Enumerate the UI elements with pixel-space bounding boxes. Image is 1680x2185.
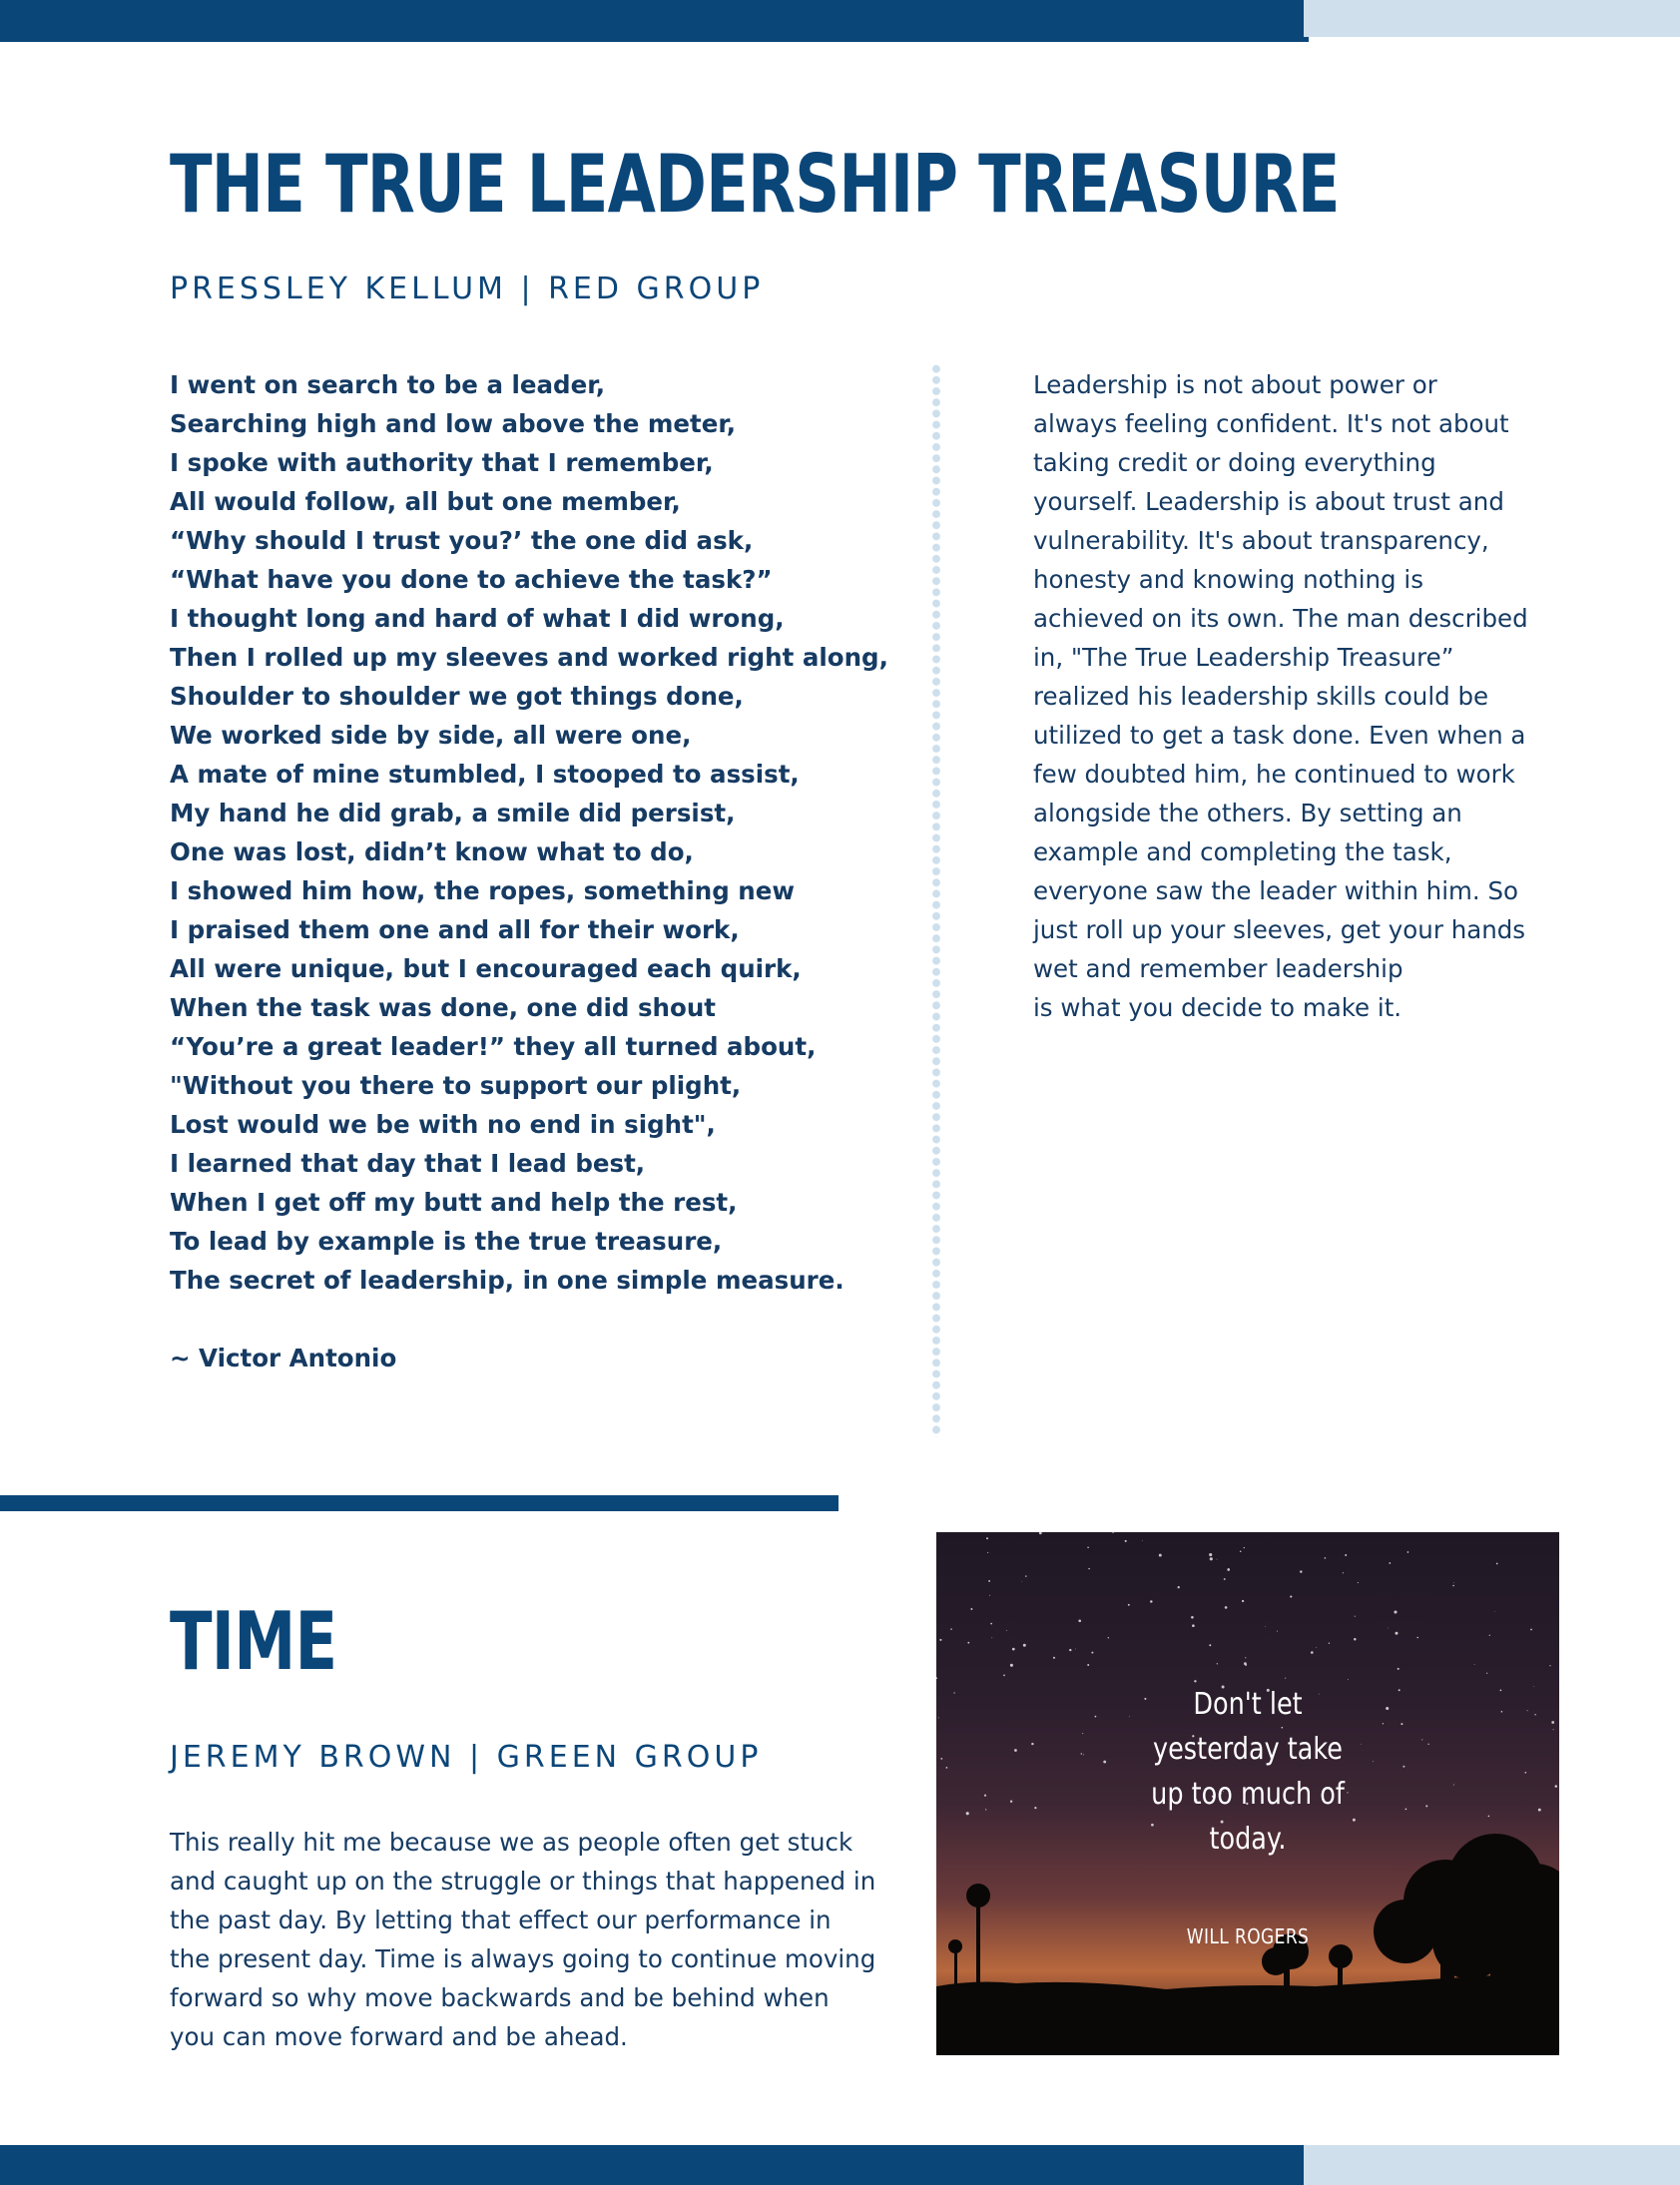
reflection-line: taking credit or doing everything xyxy=(1033,448,1436,477)
poem-line: When I get off my butt and help the rest, xyxy=(170,1188,738,1217)
star xyxy=(1453,1582,1454,1583)
dotted-column-divider xyxy=(932,363,940,1437)
poem-line: The secret of leadership, in one simple measure. xyxy=(170,1266,844,1295)
section-divider-bar xyxy=(0,1495,839,1511)
star xyxy=(1343,1572,1344,1573)
star xyxy=(986,1537,988,1539)
star xyxy=(1354,1638,1357,1641)
star xyxy=(1496,1563,1498,1565)
star xyxy=(1325,1557,1327,1559)
star xyxy=(1003,1675,1005,1677)
star xyxy=(1494,1611,1495,1612)
star xyxy=(1311,1651,1314,1654)
section-byline: JEREMY BROWN | GREEN GROUP xyxy=(170,1740,763,1775)
paragraph-line: forward so why move backwards and be behind when xyxy=(170,1983,830,2012)
top-accent-bar-light xyxy=(1304,0,1680,37)
star xyxy=(1407,1551,1409,1553)
reflection-text xyxy=(1033,365,1532,1027)
star xyxy=(1290,1596,1292,1598)
star xyxy=(1125,1540,1127,1542)
star xyxy=(1530,1629,1532,1631)
poem xyxy=(170,365,888,1300)
star xyxy=(1486,1673,1487,1674)
star xyxy=(1538,1809,1541,1812)
star xyxy=(946,1767,948,1769)
poem-line: I spoke with authority that I remember, xyxy=(170,448,714,477)
poem-line: I showed him how, the ropes, something new xyxy=(170,876,795,905)
star xyxy=(1549,1665,1550,1666)
star xyxy=(1388,1628,1389,1629)
reflection-line: yourself. Leadership is about trust and xyxy=(1033,487,1504,516)
star xyxy=(1555,1785,1558,1788)
star xyxy=(1112,1532,1114,1533)
quote-line: yesterday take xyxy=(1153,1732,1343,1767)
poem-attribution: ~ Victor Antonio xyxy=(170,1344,397,1372)
bottom-accent-bar-light xyxy=(1304,2145,1680,2185)
star xyxy=(1398,1668,1400,1670)
poem-line: I went on search to be a leader, xyxy=(170,370,605,399)
star xyxy=(1224,1578,1226,1580)
poem-line: When the task was done, one did shout xyxy=(170,993,716,1022)
quote-line: Don't let xyxy=(1193,1687,1303,1722)
star xyxy=(1240,1550,1242,1552)
star xyxy=(1010,1664,1013,1667)
poem-line: Lost would we be with no end in sight", xyxy=(170,1110,716,1139)
star xyxy=(1245,1664,1247,1666)
poem-line: “Why should I trust you?’ the one did ask, xyxy=(170,526,754,555)
star xyxy=(1021,1581,1022,1582)
poem-line: One was lost, didn’t know what to do, xyxy=(170,837,694,866)
star xyxy=(1345,1554,1347,1556)
star xyxy=(1489,1635,1490,1636)
star xyxy=(1265,1626,1266,1627)
poem-line: All would follow, all but one member, xyxy=(170,487,681,516)
star xyxy=(1285,1678,1286,1679)
star xyxy=(1006,1630,1007,1631)
article-title: THE TRUE LEADERSHIP TREASURE xyxy=(170,138,1340,231)
reflection-line: few doubted him, he continued to work xyxy=(1033,760,1515,789)
reflection-line: in, "The True Leadership Treasure” xyxy=(1033,643,1454,672)
star xyxy=(1209,1553,1212,1556)
poem-line: Then I rolled up my sleeves and worked right along, xyxy=(170,643,888,672)
star xyxy=(939,1639,941,1641)
star xyxy=(1088,1568,1089,1569)
poem-line: All were unique, but I encouraged each quirk, xyxy=(170,954,802,983)
star xyxy=(1025,1575,1026,1576)
top-accent-bar xyxy=(0,0,1309,42)
reflection-line: everyone saw the leader within him. So xyxy=(1033,876,1518,905)
star xyxy=(1533,1686,1534,1687)
reflection-line: honesty and knowing nothing is xyxy=(1033,565,1423,594)
poem-line: "Without you there to support our plight, xyxy=(170,1071,742,1100)
poem-line: Shoulder to shoulder we got things done, xyxy=(170,682,744,711)
star xyxy=(1452,1585,1454,1587)
star xyxy=(1191,1616,1194,1619)
star xyxy=(1277,1631,1278,1632)
star xyxy=(1395,1632,1398,1635)
star xyxy=(1355,1616,1356,1617)
star xyxy=(990,1623,992,1625)
star xyxy=(1091,1652,1093,1654)
star xyxy=(1217,1663,1218,1664)
poem-line: I learned that day that I lead best, xyxy=(170,1149,646,1178)
reflection-line: utilized to get a task done. Even when a xyxy=(1033,721,1526,750)
reflection-line: wet and remember leadership xyxy=(1033,954,1403,983)
star xyxy=(1075,1649,1076,1650)
poem-line: We worked side by side, all were one, xyxy=(170,721,692,750)
star xyxy=(1128,1604,1130,1606)
star xyxy=(953,1692,954,1693)
star xyxy=(1358,1582,1359,1583)
star xyxy=(1178,1586,1180,1588)
star xyxy=(1329,1643,1330,1644)
star xyxy=(1087,1664,1089,1666)
star xyxy=(1227,1568,1230,1571)
star xyxy=(1553,1729,1554,1730)
star xyxy=(1142,1540,1143,1541)
reflection-line: always feeling confident. It's not about xyxy=(1033,409,1509,438)
reflection-line: is what you decide to make it. xyxy=(1033,993,1402,1022)
paragraph-line: you can move forward and be ahead. xyxy=(170,2022,628,2051)
star xyxy=(1244,1547,1245,1548)
star xyxy=(987,1552,988,1553)
paragraph-line: the past day. By letting that effect our performance in xyxy=(170,1906,832,1934)
star xyxy=(1150,1600,1153,1603)
star xyxy=(1245,1657,1246,1658)
quote-text xyxy=(983,1682,1512,1862)
poem-line: “You’re a great leader!” they all turned about, xyxy=(170,1032,817,1061)
star xyxy=(991,1637,992,1638)
reflection-line: just roll up your sleeves, get your hands xyxy=(1033,915,1526,944)
star xyxy=(967,1642,969,1644)
bottom-accent-bar xyxy=(0,2145,1309,2185)
time-reflection-text xyxy=(170,1823,876,2056)
star xyxy=(1389,1562,1391,1564)
star xyxy=(1078,1619,1081,1622)
star xyxy=(970,1608,972,1610)
reflection-line: Leadership is not about power or xyxy=(1033,370,1437,399)
star xyxy=(938,1717,939,1718)
reflection-line: alongside the others. By setting an xyxy=(1033,799,1462,827)
paragraph-line: the present day. Time is always going to continue moving xyxy=(170,1944,876,1973)
quote-line: up too much of xyxy=(1151,1777,1345,1812)
section-title: TIME xyxy=(170,1595,337,1688)
star xyxy=(1053,1657,1055,1659)
poem-line: My hand he did grab, a smile did persist, xyxy=(170,799,736,827)
star xyxy=(1069,1649,1071,1651)
star xyxy=(1394,1610,1397,1613)
poem-line: I thought long and hard of what I did wrong, xyxy=(170,604,785,633)
star xyxy=(1551,1721,1554,1724)
reflection-line: example and completing the task, xyxy=(1033,837,1452,866)
star xyxy=(1348,1679,1349,1680)
star xyxy=(989,1595,990,1596)
star xyxy=(1524,1772,1526,1774)
star xyxy=(940,1758,942,1760)
star xyxy=(988,1580,990,1582)
star xyxy=(1316,1647,1317,1648)
star xyxy=(1534,1714,1535,1715)
star xyxy=(1209,1644,1211,1646)
reflection-line: achieved on its own. The man described xyxy=(1033,604,1528,633)
star xyxy=(1217,1559,1218,1560)
poem-line: “What have you done to achieve the task?” xyxy=(170,565,773,594)
paragraph-line: and caught up on the struggle or things that happened in xyxy=(170,1867,876,1896)
poem-line: A mate of mine stumbled, I stooped to assist, xyxy=(170,760,800,789)
star xyxy=(1416,1637,1418,1639)
poem-line: Searching high and low above the meter, xyxy=(170,409,737,438)
star xyxy=(1242,1600,1244,1602)
star xyxy=(966,1812,969,1815)
quote-line: today. xyxy=(1209,1822,1287,1857)
star xyxy=(1527,1710,1528,1711)
star xyxy=(1210,1557,1213,1560)
star xyxy=(1039,1532,1042,1534)
star xyxy=(1108,1637,1109,1638)
star xyxy=(1225,1606,1228,1609)
quote-author: WILL ROGERS xyxy=(1186,1924,1310,1948)
star xyxy=(936,1677,937,1679)
star xyxy=(1012,1648,1015,1651)
star xyxy=(1159,1554,1162,1557)
poem-line: I praised them one and all for their work, xyxy=(170,915,740,944)
star xyxy=(1300,1570,1302,1572)
quote-image xyxy=(936,1532,1559,2055)
article-byline: PRESSLEY KELLUM | RED GROUP xyxy=(170,272,765,306)
star xyxy=(1023,1644,1026,1647)
poem-line: To lead by example is the true treasure, xyxy=(170,1227,723,1256)
reflection-line: vulnerability. It's about transparency, xyxy=(1033,526,1489,555)
star xyxy=(1192,1624,1195,1627)
star xyxy=(1087,1547,1089,1549)
reflection-line: realized his leadership skills could be xyxy=(1033,682,1489,711)
paragraph-line: This really hit me because we as people often get stuck xyxy=(170,1828,853,1857)
star xyxy=(950,1628,952,1630)
star xyxy=(1474,1664,1475,1665)
